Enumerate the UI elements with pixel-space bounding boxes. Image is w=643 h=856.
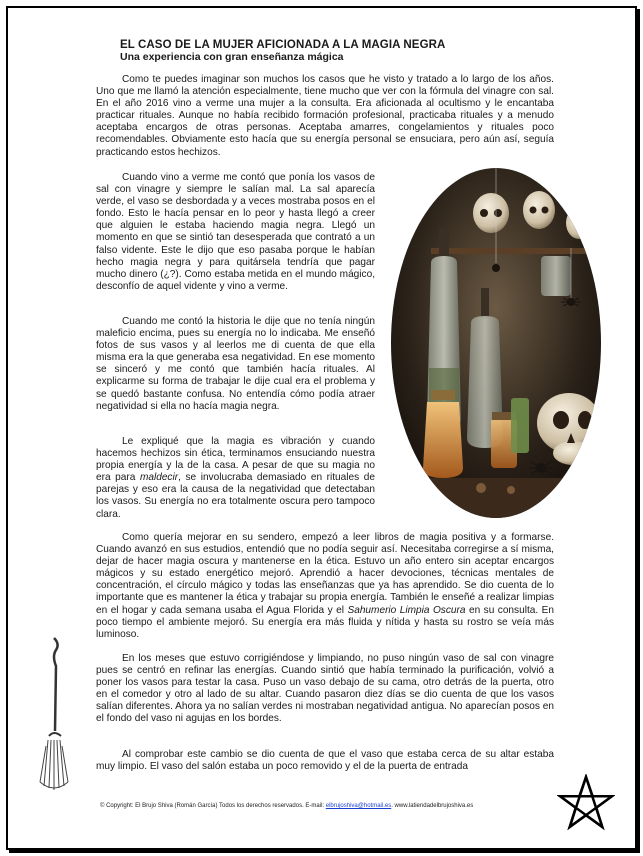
email-link[interactable]: elbrujoshiva@hotmail.es xyxy=(325,803,392,809)
illustration-svg xyxy=(391,168,601,518)
website-text: . www.latiendadelbrujoshiva.es xyxy=(391,803,474,809)
paragraph-5-emphasis: Sahumerio Limpia Oscura xyxy=(347,604,466,616)
paragraph-4-text-a: Le expliqué que la magia es vibración y cuando hacemos hechizos sin ética, terminamos ensuciando nuestra propia energía y la de la casa. A pesar de que su magia no era para xyxy=(96,436,375,484)
copyright-text: © Copyright: El Brujo Shiva (Román García) Todos los derechos reservados. E-mail: xyxy=(100,803,326,809)
document-page xyxy=(6,6,637,850)
article-subtitle: Una experiencia con gran enseñanza mágica xyxy=(120,51,344,63)
paragraph-5-text-a: Como quería mejorar en su sendero, empezó a leer libros de magia positiva y a formarse. Cuando avanzó en sus estudios, entendió que no podía seguir así. Necesitaba corregirse a sí misma, dejar de hacer magia oscura y mantenerse en la ética. Estuvo un año entero sin aceptar encargos mágicos y su estado energético mejoró. Aprendió a hacer devociones, técnicas mentales de concentración, el círculo mágico y todas las enseñanzas que ya has aprendido. Se dio cuenta de lo importante que es mantener la ética y trabajar su propia energía. También le enseñé a realizar limpias en el hogar y cada semana usaba el Agua Florida y el xyxy=(96,532,554,616)
paragraph-5-text-b: en su consulta. En poco tiempo el ambiente mejoró. Su energía era más fluida y nítida y hasta su rostro se veía más luminoso. xyxy=(96,604,554,640)
broom-icon xyxy=(34,636,72,796)
paragraph-3: Cuando me contó la historia le dije que no tenía ningún maleficio encima, pues su energía no lo indicaba. Me enseñó fotos de sus vasos y al leerlos me di cuenta de que ella misma era la que generaba esa negatividad. En ese momento se sinceró y me contó que también hacía rituales. Al explicarme su forma de trabajar le dije cual era el problema y se quedó bastante confusa. No entendía cómo podía atraer negatividad si ella no hacía magia negra. xyxy=(96,316,375,412)
paragraph-2: Cuando vino a verme me contó que ponía los vasos de sal con vinagre y siempre le salían mal. La sal aparecía verde, el vaso se desbordada y a veces mostraba posos en el fondo. Esto le hacía pensar en lo peor y hasta llegó a creer que alguien le estaba haciendo magia negra. Llegó un momento en que se sintió tan desesperada que contrató a un falso vidente. Este le dijo que eso pasaba porque le habían hecho magia negra y para quitársela tendría que pagar mucho dinero (¿?). Como estaba metida en el mundo mágico, desconfío de aquel vidente y vino a verme. xyxy=(96,172,375,292)
paragraph-6: En los meses que estuvo corrigiéndose y limpiando, no puso ningún vaso de sal con vinagre pues se centró en refinar las energías. Cuando sintió que había terminado la purificación, volvió a poner los vasos para testar la casa. Puso un vaso debajo de su cama, otro detrás de la puerta, otro en el comedor y otro al lado de su altar. Cuando pasaron diez días se dio cuenta de que los vasos salían diferentes. Ahora ya no salían verdes ni mostraban negatividad antigua. No aparecían posos en el fondo del vaso ni agujas en los bordes. xyxy=(96,653,554,725)
paragraph-4 xyxy=(96,436,375,521)
paragraph-1: Como te puedes imaginar son muchos los casos que he visto y tratado a lo largo de los años. Uno que me llamó la atención especialmente, tiene mucho que ver con la fórmula del vinagre con sal. En el año 2016 vino a verme una mujer a la consulta. Era aficionada al ocultismo y le encantaba practicar rituales. Aunque no había recibido formación profesional, practicaba rituales y a menudo aceptaba encargos de otras personas. Aceptaba amarres, congelamientos y rituales poco recomendables. Obviamente esto hacía que su energía personal se ensuciara, pero aún así, seguía practicando estos hechizos. xyxy=(96,74,554,158)
pentagram-icon xyxy=(557,774,615,832)
paragraph-7: Al comprobar este cambio se dio cuenta de que el vaso que estaba cerca de su altar estaba muy limpio. El vaso del salón estaba un poco removido y el de la puerta de entrada xyxy=(96,749,554,773)
paragraph-4-text-b: , se involucraba demasiado en rituales de parejas y eso era la causa de la negatividad que detectaban los vasos. Su energía no era totalmente oscura pero tampoco clara. xyxy=(96,472,375,520)
paragraph-5 xyxy=(96,532,554,641)
paragraph-4-emphasis: maldecir xyxy=(139,472,179,484)
footer-copyright xyxy=(100,803,473,809)
witchcraft-illustration xyxy=(391,168,601,518)
article-title: EL CASO DE LA MUJER AFICIONADA A LA MAGIA NEGRA xyxy=(120,39,446,51)
